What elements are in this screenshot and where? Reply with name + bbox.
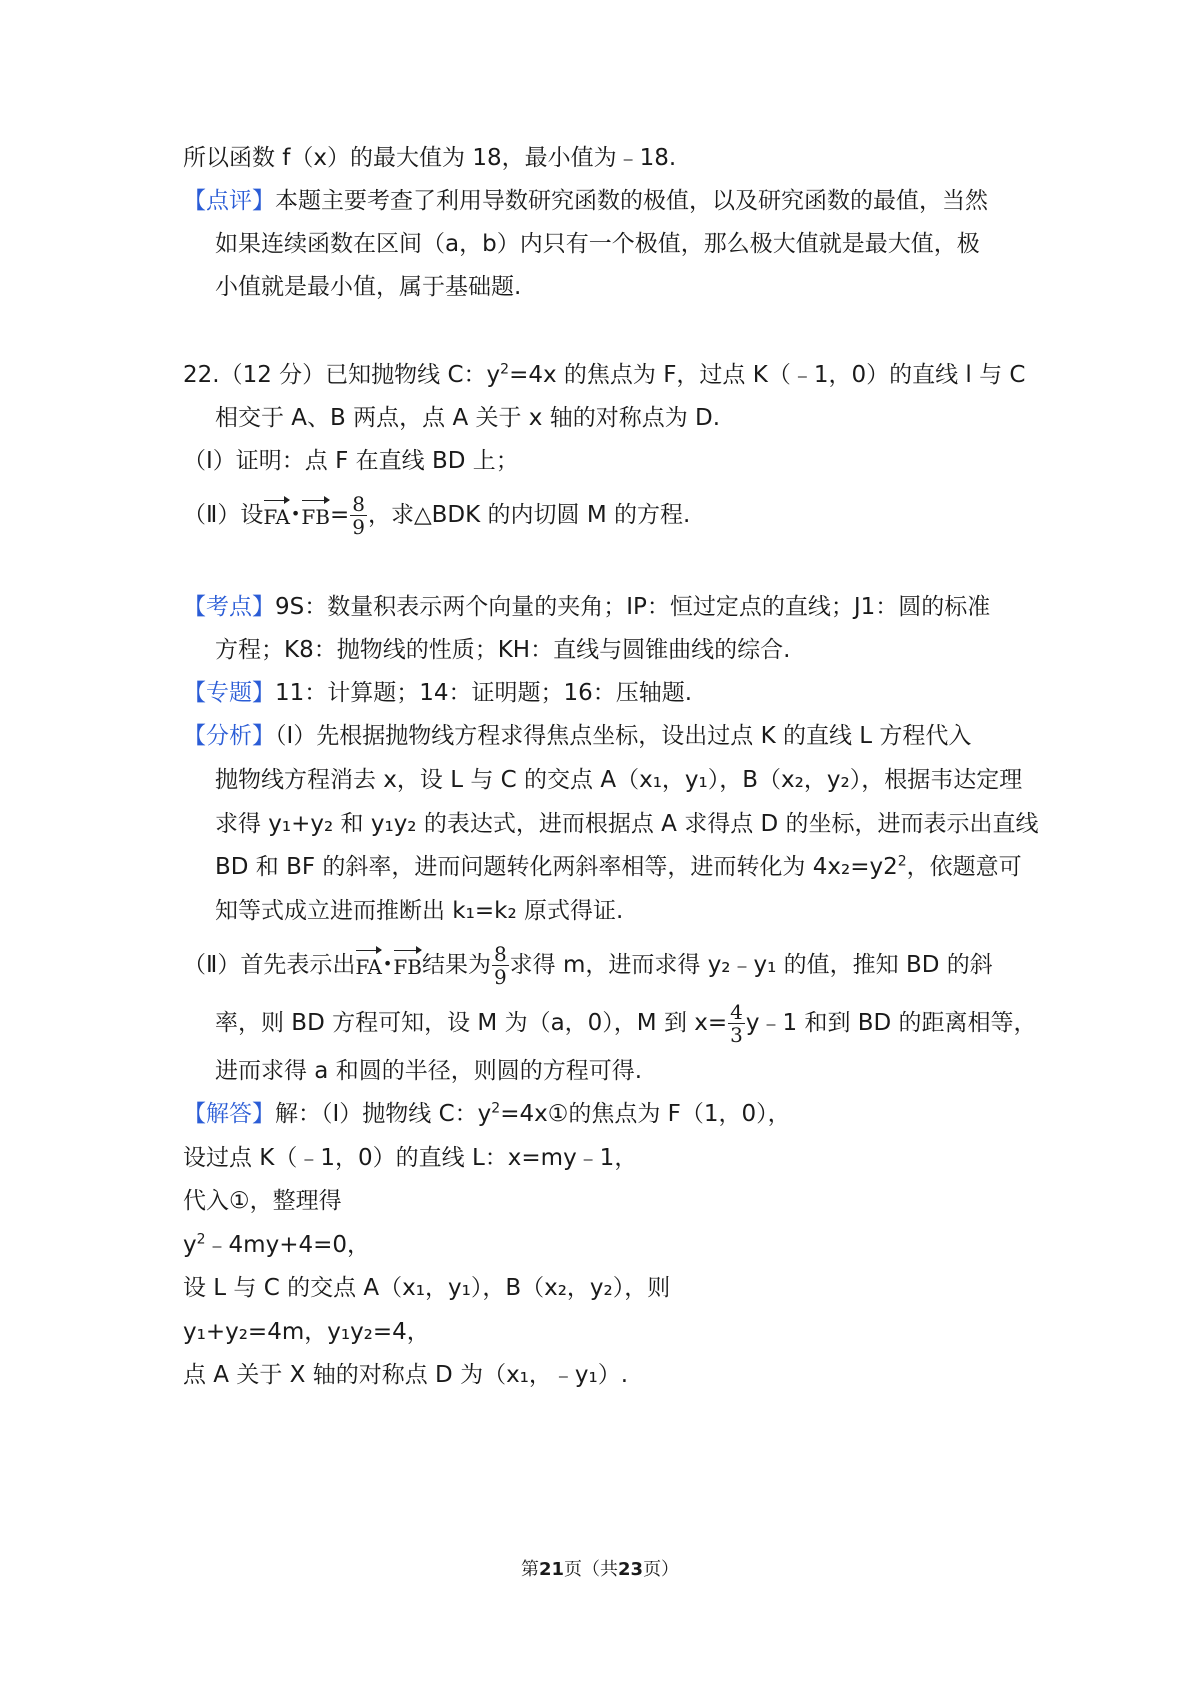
text-line: 设过点 K（﹣1，0）的直线 L：x=my﹣1， [183,1145,638,1171]
page-footer [0,1555,1200,1581]
text-line: 进而求得 a 和圆的半径，则圆的方程可得. [215,1058,643,1084]
text-line [183,1099,791,1129]
vector-fb: FB [301,496,330,532]
text-line [215,852,1022,882]
text-span: y [183,1232,197,1258]
text-line: 抛物线方程消去 x，设 L 与 C 的交点 A（x₁，y₁），B（x₂，y₂），根据韦达定理 [215,767,1023,793]
numerator: 4 [730,1000,743,1024]
numerator: 8 [493,942,507,966]
text-span: 页（共 [564,1559,618,1580]
page-number: 21 [538,1559,564,1580]
numerator: 8 [352,492,365,516]
text-line: 点 A 关于 X 轴的对称点 D 为（x₁，﹣y₁）. [183,1362,629,1388]
text-line [215,1001,1037,1046]
denominator: 3 [730,1023,743,1047]
denominator: 9 [352,515,365,539]
text-line: 设 L 与 C 的交点 A（x₁，y₁），B（x₂，y₂），则 [183,1275,671,1301]
fenxi-tag: 【分析】 [183,723,275,749]
fraction [350,493,367,538]
text-span: 解：（Ⅰ）抛物线 C：y [275,1101,492,1127]
text-span: = [329,502,350,528]
zhuanti-tag: 【专题】 [183,680,275,706]
text-span: y﹣1 和到 BD 的距离相等， [745,1010,1037,1036]
text-line [183,1230,370,1260]
text-span: ，依题意可 [906,854,1022,880]
text-span: ，求△BDK 的内切圆 M 的方程. [367,502,691,528]
vector-fa: FA [355,946,382,982]
text-span: 页） [643,1559,680,1580]
text-span: 本题主要考查了利用导数研究函数的极值，以及研究函数的最值，当然 [275,188,988,214]
text-line: 相交于 A、B 两点，点 A 关于 x 轴的对称点为 D. [215,405,721,431]
text-span: 求得 m，进而求得 y₂﹣y₁ 的值，推知 BD 的斜 [509,952,993,978]
text-span: =4x①的焦点为 F（1，0）， [500,1101,791,1127]
text-line: 如果连续函数在区间（a，b）内只有一个极值，那么极大值就是最大值，极 [215,231,980,257]
review-tag: 【点评】 [183,188,275,214]
text-line [183,678,692,708]
text-span: 9S：数量积表示两个向量的夹角；IP：恒过定点的直线；J1：圆的标准 [275,594,991,620]
vector-fa: FA [263,496,290,532]
text-line: 方程；K8：抛物线的性质；KH：直线与圆锥曲线的综合. [215,637,791,663]
superscript: 2 [897,853,907,870]
superscript: 2 [491,1100,501,1117]
text-span: （Ⅱ）设 [183,502,264,528]
text-line: 代入①，整理得 [183,1188,342,1214]
superscript: 2 [500,361,510,378]
text-span: =4x 的焦点为 F，过点 K（﹣1，0）的直线 l 与 C [509,362,1026,388]
part-1: （Ⅰ）证明：点 F 在直线 BD 上； [183,448,519,474]
text-span: （Ⅰ）先根据抛物线方程求得焦点坐标，设出过点 K 的直线 L 方程代入 [275,723,972,749]
text-span: 率，则 BD 方程可知，设 M 为（a，0），M 到 x= [215,1010,728,1036]
text-span: BD 和 BF 的斜率，进而问题转化两斜率相等，进而转化为 4x₂=y2 [215,854,898,880]
total-pages: 23 [618,1559,644,1580]
dot-product-symbol: • [382,954,393,973]
kaodian-tag: 【考点】 [183,594,275,620]
fraction [728,1001,745,1046]
text-line: 所以函数 f（x）的最大值为 18，最小值为﹣18. [183,145,677,171]
jieda-tag: 【解答】 [183,1101,275,1127]
vector-fb: FB [393,946,422,982]
text-line [183,943,993,988]
text-span: 11：计算题；14：证明题；16：压轴题. [275,680,693,706]
text-span: 第 [520,1559,539,1580]
text-line: 小值就是最小值，属于基础题. [215,274,522,300]
text-line: y₁+y₂=4m，y₁y₂=4， [183,1319,430,1345]
fraction [492,943,509,988]
problem-statement [183,360,1025,390]
text-span: 22.（12 分）已知抛物线 C：y [183,362,501,388]
text-span: （Ⅱ）首先表示出 [183,952,356,978]
text-line [183,186,988,216]
denominator: 9 [493,965,507,989]
text-span: 结果为 [421,952,491,978]
text-span: ﹣4my+4=0， [205,1232,371,1258]
superscript: 2 [196,1231,206,1248]
text-line: 知等式成立进而推断出 k₁=k₂ 原式得证. [215,898,624,924]
text-line [183,721,971,751]
text-line [183,592,990,622]
text-line: 求得 y₁+y₂ 和 y₁y₂ 的表达式，进而根据点 A 求得点 D 的坐标，进而表示出直线 [215,811,1039,837]
part-2 [183,493,690,538]
dot-product-symbol: • [290,504,301,523]
